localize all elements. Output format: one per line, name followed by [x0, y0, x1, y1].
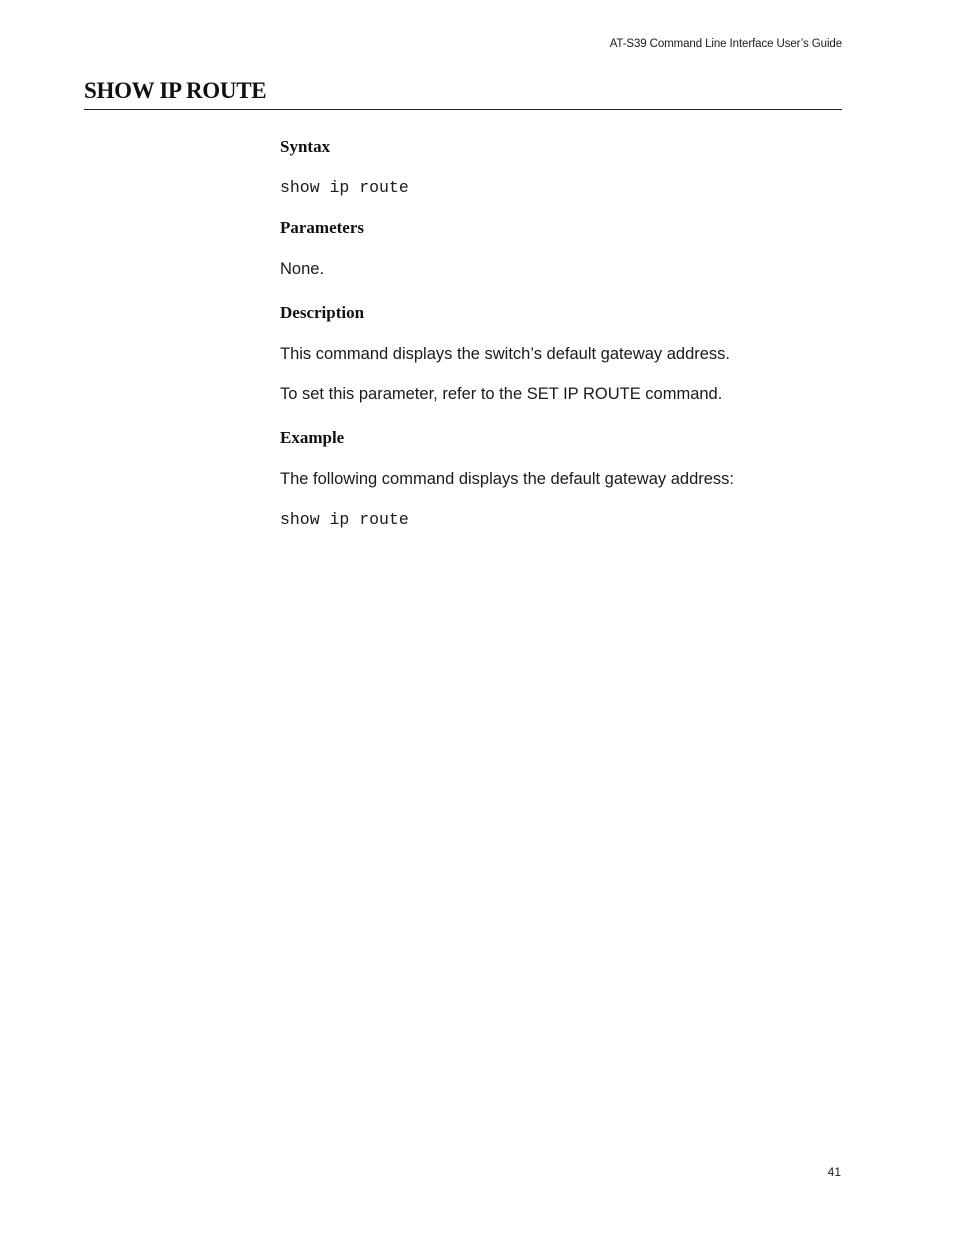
parameters-text: None. — [280, 260, 325, 278]
running-header: AT-S39 Command Line Interface User’s Guide — [609, 38, 842, 50]
example-heading: Example — [280, 428, 345, 447]
description-paragraph: This command displays the switch’s default gateway address. — [280, 345, 730, 363]
example-text: The following command displays the default gateway address: — [280, 470, 734, 488]
syntax-heading: Syntax — [280, 137, 331, 156]
syntax-command: show ip route — [280, 178, 409, 197]
page-number: 41 — [827, 1165, 841, 1179]
example-command: show ip route — [280, 510, 409, 529]
body-column — [280, 136, 842, 531]
description-paragraph: To set this parameter, refer to the SET IP ROUTE command. — [280, 385, 723, 403]
title-rule — [84, 109, 842, 110]
description-heading: Description — [280, 303, 365, 322]
page-title: SHOW IP ROUTE — [84, 78, 267, 103]
parameters-heading: Parameters — [280, 218, 365, 237]
